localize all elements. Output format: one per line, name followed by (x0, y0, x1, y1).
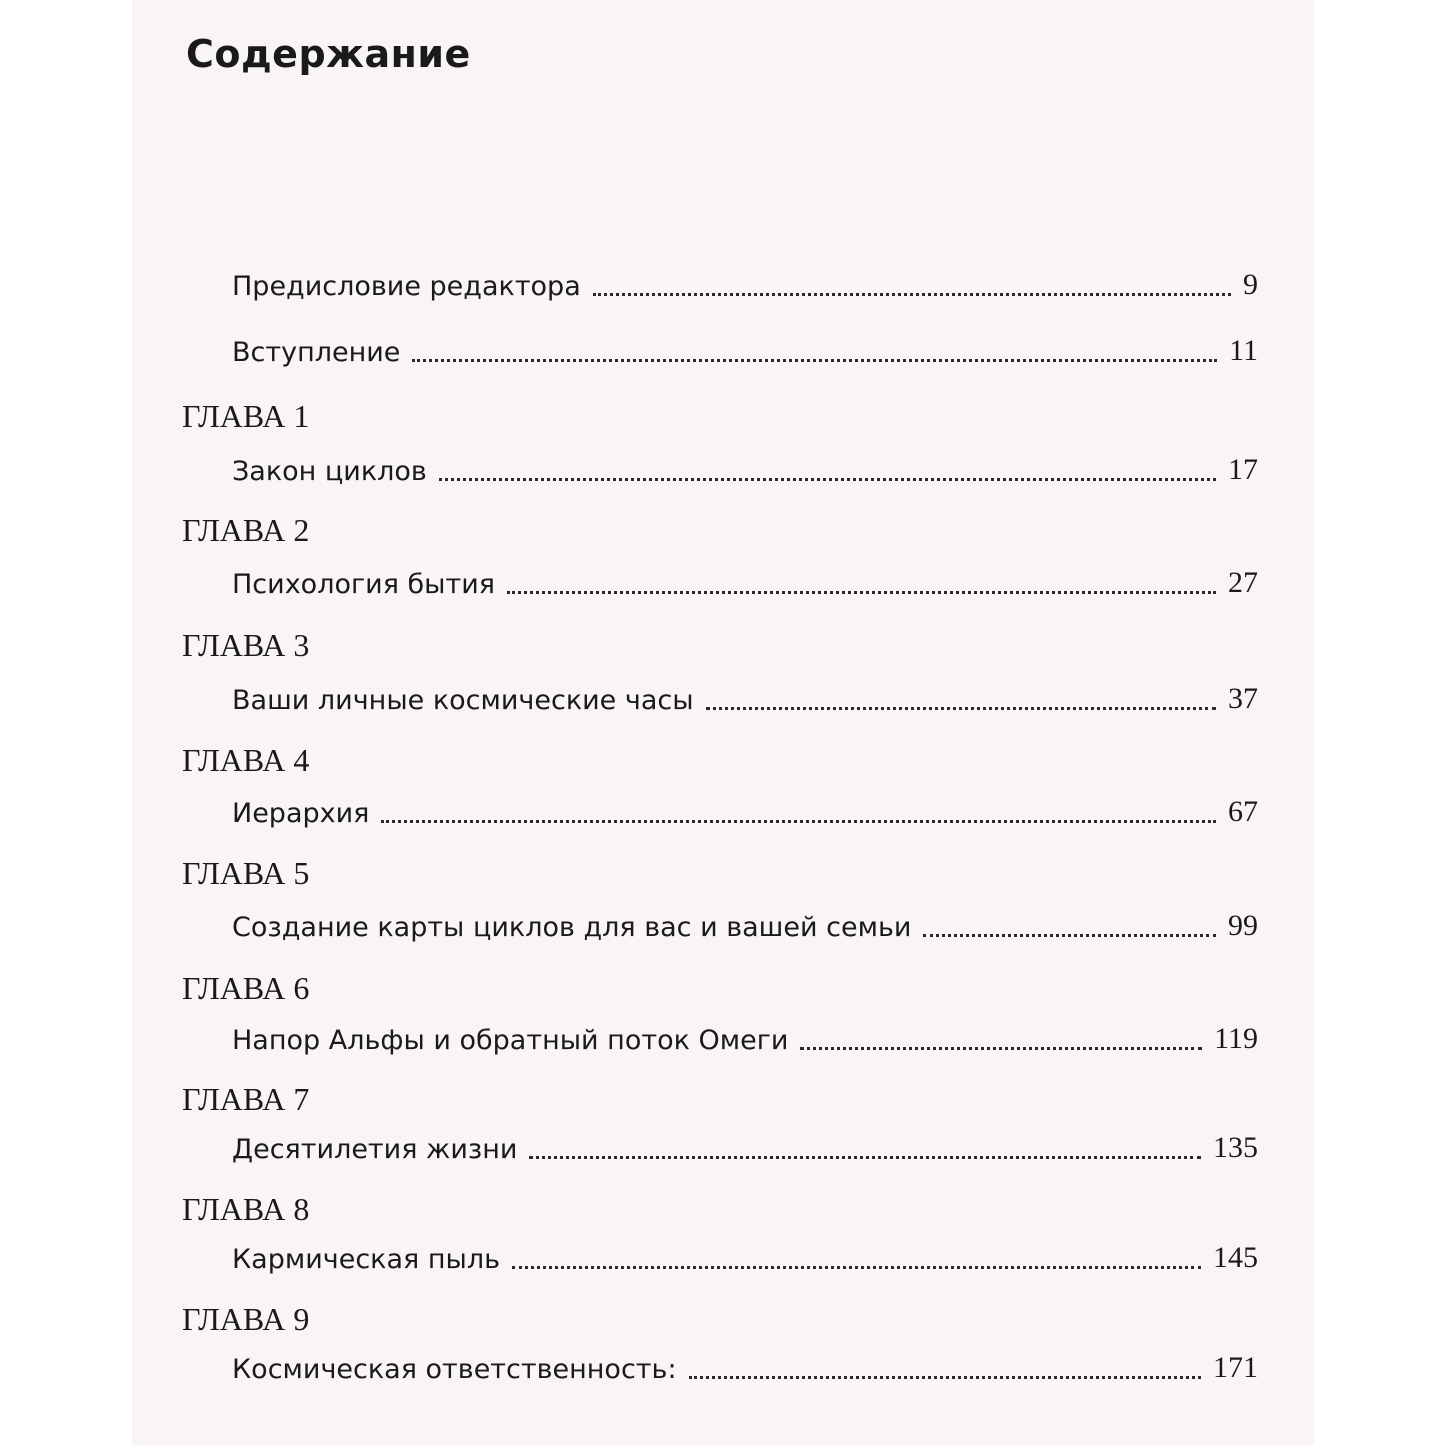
toc-entry-chapter-1[interactable] (232, 455, 1258, 485)
toc-entry-introduction[interactable] (232, 336, 1258, 366)
toc-entry-chapter-8[interactable] (232, 1243, 1258, 1273)
toc-entry-page: 27 (1228, 566, 1258, 599)
toc-entry-label: Напор Альфы и обратный поток Омеги (232, 1025, 789, 1056)
toc-entry-page: 37 (1228, 682, 1258, 715)
toc-entry-label: Вступление (232, 337, 401, 368)
dot-leader (512, 1265, 1201, 1269)
toc-entry-chapter-4[interactable] (232, 797, 1258, 827)
toc-entry-label: Предисловие редактора (232, 271, 581, 302)
chapter-heading: ГЛАВА 9 (182, 1301, 310, 1337)
chapter-heading: ГЛАВА 7 (182, 1081, 310, 1117)
dot-leader (439, 477, 1216, 481)
dot-leader (923, 933, 1216, 937)
toc-entry-label: Создание карты циклов для вас и вашей семьи (232, 912, 912, 943)
chapter-heading: ГЛАВА 3 (182, 627, 310, 663)
toc-entry-page: 11 (1229, 334, 1258, 367)
toc-entry-chapter-6[interactable] (232, 1024, 1258, 1054)
toc-entry-chapter-9[interactable] (232, 1353, 1258, 1383)
toc-entry-foreword[interactable] (232, 270, 1258, 300)
toc-entry-page: 135 (1213, 1131, 1258, 1164)
toc-entry-page: 171 (1213, 1351, 1258, 1384)
chapter-heading: ГЛАВА 8 (182, 1191, 310, 1227)
toc-entry-chapter-7[interactable] (232, 1133, 1258, 1163)
toc-entry-chapter-3[interactable] (232, 684, 1258, 714)
toc-entry-page: 119 (1214, 1022, 1258, 1055)
dot-leader (706, 706, 1216, 710)
toc-entry-label: Ваши личные космические часы (232, 685, 694, 716)
dot-leader (689, 1375, 1201, 1379)
toc-entry-label: Космическая ответственность: (232, 1354, 677, 1385)
chapter-heading: ГЛАВА 2 (182, 512, 310, 548)
book-page (132, 0, 1314, 1445)
dot-leader (800, 1046, 1202, 1050)
toc-entry-label: Закон циклов (232, 456, 427, 487)
chapter-heading: ГЛАВА 5 (182, 855, 310, 891)
toc-entry-label: Десятилетия жизни (232, 1134, 518, 1165)
toc-entry-label: Иерархия (232, 798, 370, 829)
dot-leader (529, 1155, 1201, 1159)
chapter-heading: ГЛАВА 6 (182, 970, 310, 1006)
toc-title: Содержание (186, 32, 471, 76)
toc-entry-page: 99 (1228, 909, 1258, 942)
chapter-heading: ГЛАВА 1 (182, 398, 310, 434)
dot-leader (381, 819, 1216, 823)
toc-entry-page: 67 (1228, 795, 1258, 828)
dot-leader (412, 358, 1217, 362)
toc-entry-page: 17 (1228, 453, 1258, 486)
toc-entry-page: 145 (1213, 1241, 1258, 1274)
dot-leader (507, 590, 1216, 594)
dot-leader (593, 292, 1231, 296)
toc-entry-page: 9 (1243, 268, 1258, 301)
toc-entry-chapter-5[interactable] (232, 911, 1258, 941)
toc-entry-label: Психология бытия (232, 569, 496, 600)
chapter-heading: ГЛАВА 4 (182, 742, 310, 778)
toc-entry-label: Кармическая пыль (232, 1244, 500, 1275)
toc-entry-chapter-2[interactable] (232, 568, 1258, 598)
